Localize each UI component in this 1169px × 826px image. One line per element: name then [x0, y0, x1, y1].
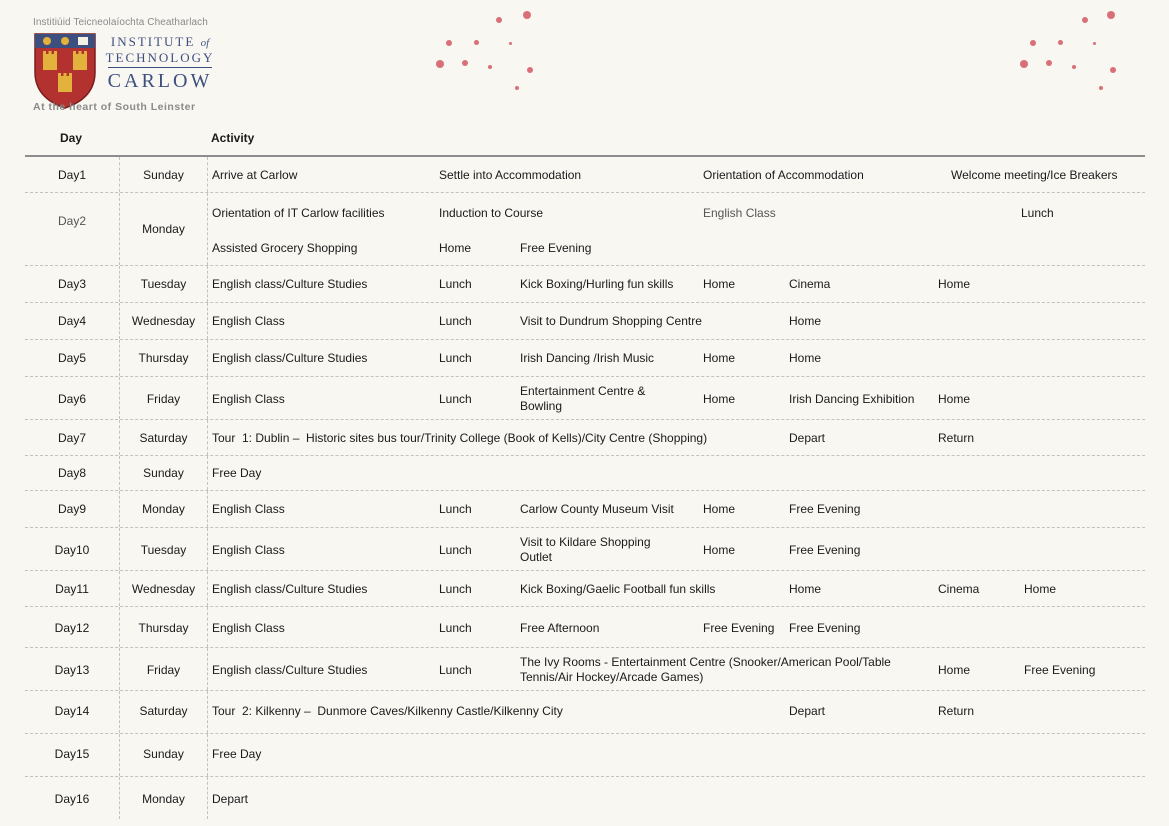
activity-item: Lunch: [439, 502, 472, 516]
activity-item: Lunch: [439, 392, 472, 406]
table-row: [25, 648, 1145, 691]
logo-line-technology: TECHNOLOGY: [105, 50, 215, 65]
activity-item: Irish Dancing Exhibition: [789, 392, 915, 406]
page-header: [0, 0, 1169, 120]
activity-item: Visit to Kildare Shopping Outlet: [520, 535, 651, 564]
table-row: [25, 777, 1145, 819]
activity-item: English Class: [212, 543, 285, 557]
logo-line-carlow: CARLOW: [107, 70, 213, 92]
weekday: Monday: [142, 502, 185, 516]
decorative-dot: [474, 40, 479, 45]
day-number: Day13: [54, 663, 90, 677]
column-header-day: Day: [60, 131, 83, 145]
day-number: Day12: [54, 621, 90, 635]
activity-item: English Class: [212, 621, 285, 635]
decorative-dot: [1058, 40, 1063, 45]
weekday-cell: [119, 734, 208, 776]
day-number: Day16: [54, 792, 90, 806]
activity-item: Lunch: [439, 663, 472, 677]
weekday-cell: [119, 648, 208, 690]
activity-item: Free Evening: [1024, 663, 1096, 677]
logo-divider: [108, 67, 212, 68]
activity-item: Lunch: [439, 582, 472, 596]
activity-item: Orientation of Accommodation: [703, 168, 864, 182]
activity-item: Depart: [789, 431, 826, 445]
schedule-table: [25, 124, 1145, 819]
table-row: [25, 157, 1145, 193]
decorative-dot: [1110, 67, 1116, 73]
weekday: Sunday: [143, 747, 184, 761]
day-number: Day1: [57, 168, 86, 182]
activity-item: Carlow County Museum Visit: [520, 502, 674, 516]
activity-item: Free Afternoon: [520, 621, 600, 635]
table-header-row: [25, 124, 1145, 157]
activity-item: Return: [938, 704, 975, 718]
activity-item: Welcome meeting/Ice Breakers: [951, 168, 1118, 182]
activity-item: Free Evening: [789, 502, 861, 516]
logo-line-institute: INSTITUTE: [110, 34, 196, 49]
institute-irish-name: Institiúid Teicneolaíochta Cheatharlach: [33, 17, 208, 28]
activity-item: Free Day: [212, 466, 262, 480]
activity-item: Home: [938, 392, 971, 406]
weekday-cell: [119, 157, 208, 192]
activity-item: English class/Culture Studies: [212, 663, 368, 677]
weekday: Sunday: [143, 466, 184, 480]
activity-item: Home: [789, 582, 822, 596]
decorative-dot: [509, 42, 512, 45]
weekday: Monday: [142, 222, 185, 236]
activity-item: Cinema: [938, 582, 980, 596]
decorative-dot: [1099, 86, 1103, 90]
activity-item: English Class: [703, 206, 776, 220]
weekday: Monday: [142, 792, 185, 806]
activity-item: Kick Boxing/Hurling fun skills: [520, 277, 674, 291]
decorative-dot: [436, 60, 444, 68]
activity-item: English Class: [212, 502, 285, 516]
activity-item: Home: [789, 314, 822, 328]
activity-item: Irish Dancing /Irish Music: [520, 351, 655, 365]
activity-item: Home: [703, 392, 736, 406]
activity-item: Depart: [789, 704, 826, 718]
activity-item: The Ivy Rooms - Entertainment Centre (Snooker/American Pool/Table Tennis/Air Hockey/Arcade Games): [520, 655, 891, 684]
weekday-cell: [119, 691, 208, 733]
activity-item: Induction to Course: [439, 206, 544, 220]
activity-item: Lunch: [439, 277, 472, 291]
day-number: Day9: [57, 502, 86, 516]
decorative-dot: [1046, 60, 1052, 66]
weekday: Saturday: [139, 704, 188, 718]
institute-logo-wordmark: [104, 34, 216, 92]
table-row: [25, 491, 1145, 528]
activity-item: Home: [439, 241, 472, 255]
activity-item: Lunch: [439, 621, 472, 635]
logo-of: of: [200, 37, 210, 49]
activity-item: Free Evening: [789, 543, 861, 557]
decorative-dot: [515, 86, 519, 90]
weekday-cell: [119, 420, 208, 455]
weekday: Thursday: [138, 351, 189, 365]
table-row: [25, 456, 1145, 491]
table-row: [25, 571, 1145, 607]
activity-item: Home: [789, 351, 822, 365]
weekday: Tuesday: [140, 277, 187, 291]
decorative-dot: [1020, 60, 1028, 68]
activity-item: Return: [938, 431, 975, 445]
activity-item: English Class: [212, 314, 285, 328]
activity-item: Home: [938, 277, 971, 291]
activity-item: Assisted Grocery Shopping: [212, 241, 358, 255]
day-number: Day2: [57, 214, 86, 228]
activity-item: Free Evening: [520, 241, 592, 255]
weekday: Tuesday: [140, 543, 187, 557]
weekday: Wednesday: [131, 582, 196, 596]
activity-item: Arrive at Carlow: [212, 168, 298, 182]
activity-item: Settle into Accommodation: [439, 168, 582, 182]
weekday: Thursday: [138, 621, 189, 635]
weekday: Friday: [146, 663, 181, 677]
weekday: Saturday: [139, 431, 188, 445]
activity-item: English class/Culture Studies: [212, 277, 368, 291]
activity-item: English Class: [212, 392, 285, 406]
activity-item: English class/Culture Studies: [212, 351, 368, 365]
table-row: [25, 420, 1145, 456]
decorative-dot: [496, 17, 502, 23]
decorative-dot: [527, 67, 533, 73]
weekday-cell: [119, 266, 208, 302]
decorative-dot: [446, 40, 452, 46]
activity-item: Home: [703, 277, 736, 291]
weekday-cell: [119, 377, 208, 419]
column-header-activity: Activity: [211, 131, 255, 145]
activity-item: Home: [703, 502, 736, 516]
table-row: [25, 734, 1145, 777]
weekday: Sunday: [143, 168, 184, 182]
activity-item: Lunch: [439, 314, 472, 328]
activity-item: Home: [703, 543, 736, 557]
table-row: [25, 528, 1145, 571]
weekday: Friday: [146, 392, 181, 406]
activity-item: Visit to Dundrum Shopping Centre: [520, 314, 702, 328]
table-row: [25, 691, 1145, 734]
weekday-cell: [119, 528, 208, 570]
weekday-cell: [119, 456, 208, 490]
activity-item: Home: [703, 351, 736, 365]
day-number: Day4: [57, 314, 86, 328]
decorative-dot: [488, 65, 492, 69]
activity-item: Kick Boxing/Gaelic Football fun skills: [520, 582, 716, 596]
weekday-cell: [119, 340, 208, 376]
weekday-cell: [119, 491, 208, 527]
decorative-dot: [462, 60, 468, 66]
decorative-dot: [1030, 40, 1036, 46]
activity-item: Orientation of IT Carlow facilities: [212, 206, 385, 220]
activity-item: Home: [1024, 582, 1057, 596]
day-number: Day5: [57, 351, 86, 365]
activity-item: Free Evening: [789, 621, 861, 635]
decorative-dot: [1093, 42, 1096, 45]
day-number: Day14: [54, 704, 90, 718]
activity-item: Free Evening: [703, 621, 775, 635]
day-number: Day15: [54, 747, 90, 761]
activity-item: Home: [938, 663, 971, 677]
weekday-cell: [119, 303, 208, 339]
activity-item: Lunch: [439, 543, 472, 557]
table-row: [25, 303, 1145, 340]
activity-item: Free Day: [212, 747, 262, 761]
activity-item: Tour 2: Kilkenny – Dunmore Caves/Kilkenny Castle/Kilkenny City: [212, 704, 563, 718]
activity-item: Tour 1: Dublin – Historic sites bus tour/Trinity College (Book of Kells)/City Centre (Shopping): [212, 431, 708, 445]
day-number: Day8: [57, 466, 86, 480]
table-row: [25, 377, 1145, 420]
decorative-dot: [523, 11, 531, 19]
activity-item: Depart: [212, 792, 249, 806]
activity-item: Cinema: [789, 277, 831, 291]
weekday-cell: [119, 607, 208, 647]
table-row: [25, 193, 1145, 266]
day-number: Day11: [55, 582, 89, 596]
day-number: Day6: [57, 392, 86, 406]
activity-item: English class/Culture Studies: [212, 582, 368, 596]
day-number: Day3: [57, 277, 86, 291]
activity-item: Entertainment Centre & Bowling: [520, 384, 646, 413]
weekday-cell: [119, 571, 208, 606]
table-row: [25, 607, 1145, 648]
decorative-dot: [1072, 65, 1076, 69]
institute-tagline: At the heart of South Leinster: [33, 101, 196, 113]
decorative-dot: [1082, 17, 1088, 23]
day-number: Day10: [54, 543, 90, 557]
weekday-cell: [119, 777, 208, 819]
activity-item: Lunch: [439, 351, 472, 365]
table-row: [25, 266, 1145, 303]
activity-item: Lunch: [1021, 206, 1054, 220]
day-number: Day7: [57, 431, 86, 445]
decorative-dot: [1107, 11, 1115, 19]
weekday: Wednesday: [131, 314, 196, 328]
weekday-cell: [119, 193, 208, 265]
table-row: [25, 340, 1145, 377]
